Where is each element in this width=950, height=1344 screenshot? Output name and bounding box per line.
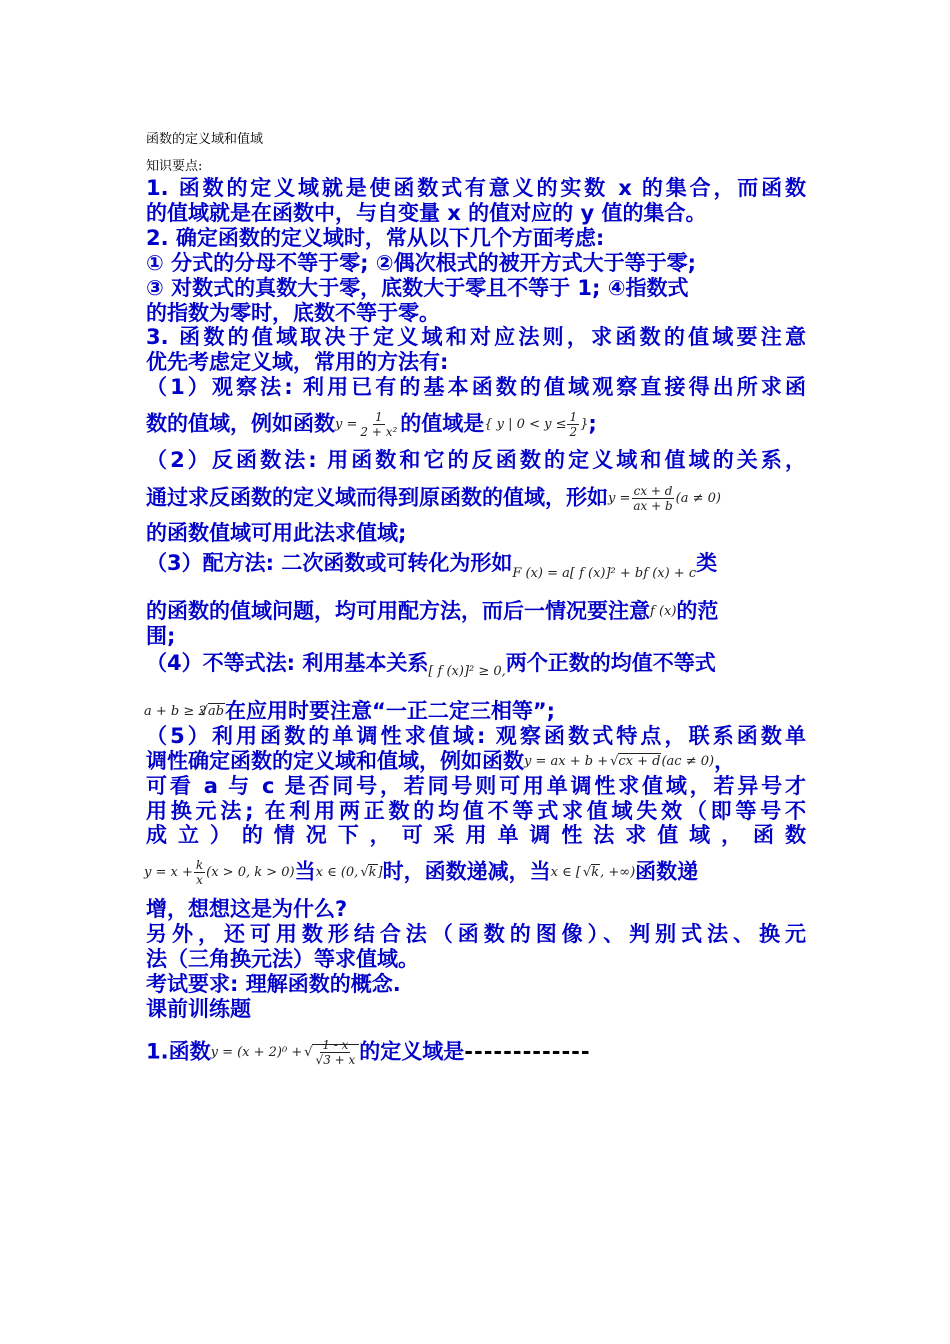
doc-title: 函数的定义域和值域: [146, 132, 264, 147]
fraction-denominator: 2 + x²: [360, 425, 398, 439]
math-part: a + b ≥ 2: [144, 704, 207, 719]
para-4: ③ 对数式的真数大于零，底数大于零且不等于 1; ④指数式: [146, 276, 689, 300]
fraction-numerator: 1: [569, 410, 578, 424]
math-fraction: [194, 858, 205, 887]
math-part: (x > 0, k > 0): [206, 865, 295, 880]
math-sqrt: [312, 1038, 359, 1067]
math-sqrt: √ k: [591, 864, 600, 880]
math-fraction: [358, 410, 399, 439]
para-1a: 1. 函数的定义域就是使函数式有意义的实数 x 的集合，而函数: [146, 176, 806, 200]
text-segment: 类: [696, 551, 718, 575]
math-fraction: [567, 410, 579, 439]
math-example-4: [ f (x)]² ≥ 0,: [428, 664, 506, 679]
text-segment: 通过求反函数的定义域而得到原函数的值域，形如: [146, 485, 608, 510]
math-fx-2: f (x): [650, 604, 677, 619]
fraction-numerator: k: [195, 858, 204, 872]
math-interval-2: [551, 860, 636, 886]
math-example-1: [335, 410, 400, 439]
math-example-3: F (x) = a[ f (x)]² + bf (x) + c: [512, 566, 697, 581]
text-segment: 的函数的值域问题，均可用配方法，而后一情况要注意: [146, 599, 650, 623]
text-segment: 函数递: [635, 859, 699, 884]
text-segment: 的值域就是在函数: [146, 201, 314, 225]
text-segment: 两个正数的均值不等式: [505, 651, 716, 675]
para-18: （5）利用函数的单调性求值域: 观察函数式特点，联系函数单: [146, 724, 806, 748]
para-24: 增，想想这是为什么?: [146, 897, 348, 921]
text-segment: 中，与自变量 x 的值对应的 y 值的集合。: [314, 201, 707, 225]
math-example-5: [524, 749, 714, 775]
text-segment: ;: [588, 411, 597, 436]
math-part: (a ≠ 0): [675, 491, 721, 506]
text-segment: 数的值域，例如函数: [146, 411, 335, 436]
para-5: 的指数为零时，底数不等于零。: [146, 301, 440, 325]
math-sqrt: √ k: [368, 864, 377, 880]
text-segment: 1.函数: [146, 1039, 211, 1064]
text-segment: 时，函数递减，当: [382, 859, 551, 884]
math-exercise-1: [211, 1038, 360, 1067]
fraction-numerator: 1: [375, 410, 383, 424]
math-part: , +∞): [600, 864, 636, 880]
math-part: y =: [335, 417, 358, 432]
para-27: 考试要求: 理解函数的概念.: [146, 972, 401, 996]
text-segment: 的值域是: [400, 411, 485, 436]
fraction-denominator: ax + b: [633, 499, 673, 513]
fraction-denominator: x: [196, 873, 203, 887]
text-segment: （3）配方法: 二次函数或可转化为形如: [146, 551, 513, 575]
para-25: 另外，还可用数形结合法（函数的图像）、判别式法、换元: [146, 922, 806, 946]
text-segment: 当: [294, 859, 316, 884]
math-part: (ac ≠ 0): [661, 754, 715, 769]
math-example-6: [144, 858, 295, 887]
fraction-numerator: cx + d: [633, 484, 673, 498]
math-am-gm: [144, 699, 225, 725]
para-13: [146, 550, 806, 581]
math-part: y =: [608, 491, 631, 506]
para-15: 围;: [146, 624, 176, 648]
text-segment: 的范: [676, 599, 719, 623]
para-20: 可看 a 与 c 是否同号，若同号则可用单调性求值域，若异号才: [146, 774, 806, 798]
doc-subtitle: 知识要点:: [146, 159, 203, 174]
math-part: y = x +: [144, 865, 193, 880]
math-fraction: [314, 1038, 358, 1067]
math-sqrt: √ cx + d: [618, 753, 661, 769]
exercise-1: [146, 1038, 806, 1067]
para-11: [146, 484, 806, 513]
text-segment: ，: [714, 749, 736, 773]
para-8: （1）观察法: 利用已有的基本函数的值域观察直接得出所求函: [146, 375, 806, 399]
text-segment: 的定义域是: [359, 1039, 465, 1064]
para-16: [146, 650, 806, 677]
text-segment: 调性确定函数的定义域和值域，例如函数: [146, 749, 524, 773]
math-part: y = ax + b +: [524, 754, 609, 769]
math-part: ]: [377, 864, 383, 880]
para-19: [146, 748, 806, 775]
math-part: x ∈ (0,: [315, 864, 359, 880]
para-14: [146, 598, 806, 625]
math-part: { y | 0 < y ≤: [484, 417, 567, 432]
math-example-2: [608, 484, 721, 513]
para-22: 成 立 ） 的 情 况 下 ， 可 采 用 单 调 性 法 求 值 域 ， 函 数: [146, 823, 806, 847]
text-segment: （4）不等式法: 利用基本关系: [146, 651, 429, 675]
para-26: 法（三角换元法）等求值域。: [146, 947, 419, 971]
math-interval-1: [316, 860, 383, 886]
math-fraction: [631, 484, 674, 513]
math-sqrt: √ ab: [208, 703, 225, 719]
math-part: }: [580, 417, 589, 432]
para-17: [146, 698, 806, 725]
fraction-numerator: √ 1 - x: [322, 1038, 349, 1052]
para-10: （2）反函数法: 用函数和它的反函数的定义域和值域的关系，: [146, 448, 806, 472]
math-part: x ∈ [: [550, 864, 581, 880]
answer-blank[interactable]: -------------: [464, 1039, 591, 1064]
para-2: 2. 确定函数的定义域时，常从以下几个方面考虑:: [146, 226, 605, 250]
fraction-denominator: 2: [569, 425, 578, 439]
math-part: y = (x + 2)⁰ +: [210, 1045, 303, 1060]
text-segment: 在应用时要注意“一正二定三相等”;: [225, 699, 556, 723]
para-1b: [146, 200, 806, 226]
para-9: [146, 410, 806, 439]
math-range-1: [484, 410, 588, 439]
section-heading: 课前训练题: [146, 997, 251, 1021]
para-3: ① 分式的分母不等于零; ②偶次根式的被开方式大于等于零;: [146, 251, 696, 275]
para-23: [146, 858, 806, 887]
para-12: 的函数值域可用此法求值域;: [146, 521, 407, 545]
para-21: 用换元法; 在利用两正数的均值不等式求值域失效（即等号不: [146, 799, 806, 823]
para-6: 3. 函数的值域取决于定义域和对应法则，求函数的值域要注意: [146, 325, 806, 349]
para-7: 优先考虑定义域，常用的方法有:: [146, 350, 449, 374]
fraction-denominator: √3 + x: [315, 1053, 356, 1067]
